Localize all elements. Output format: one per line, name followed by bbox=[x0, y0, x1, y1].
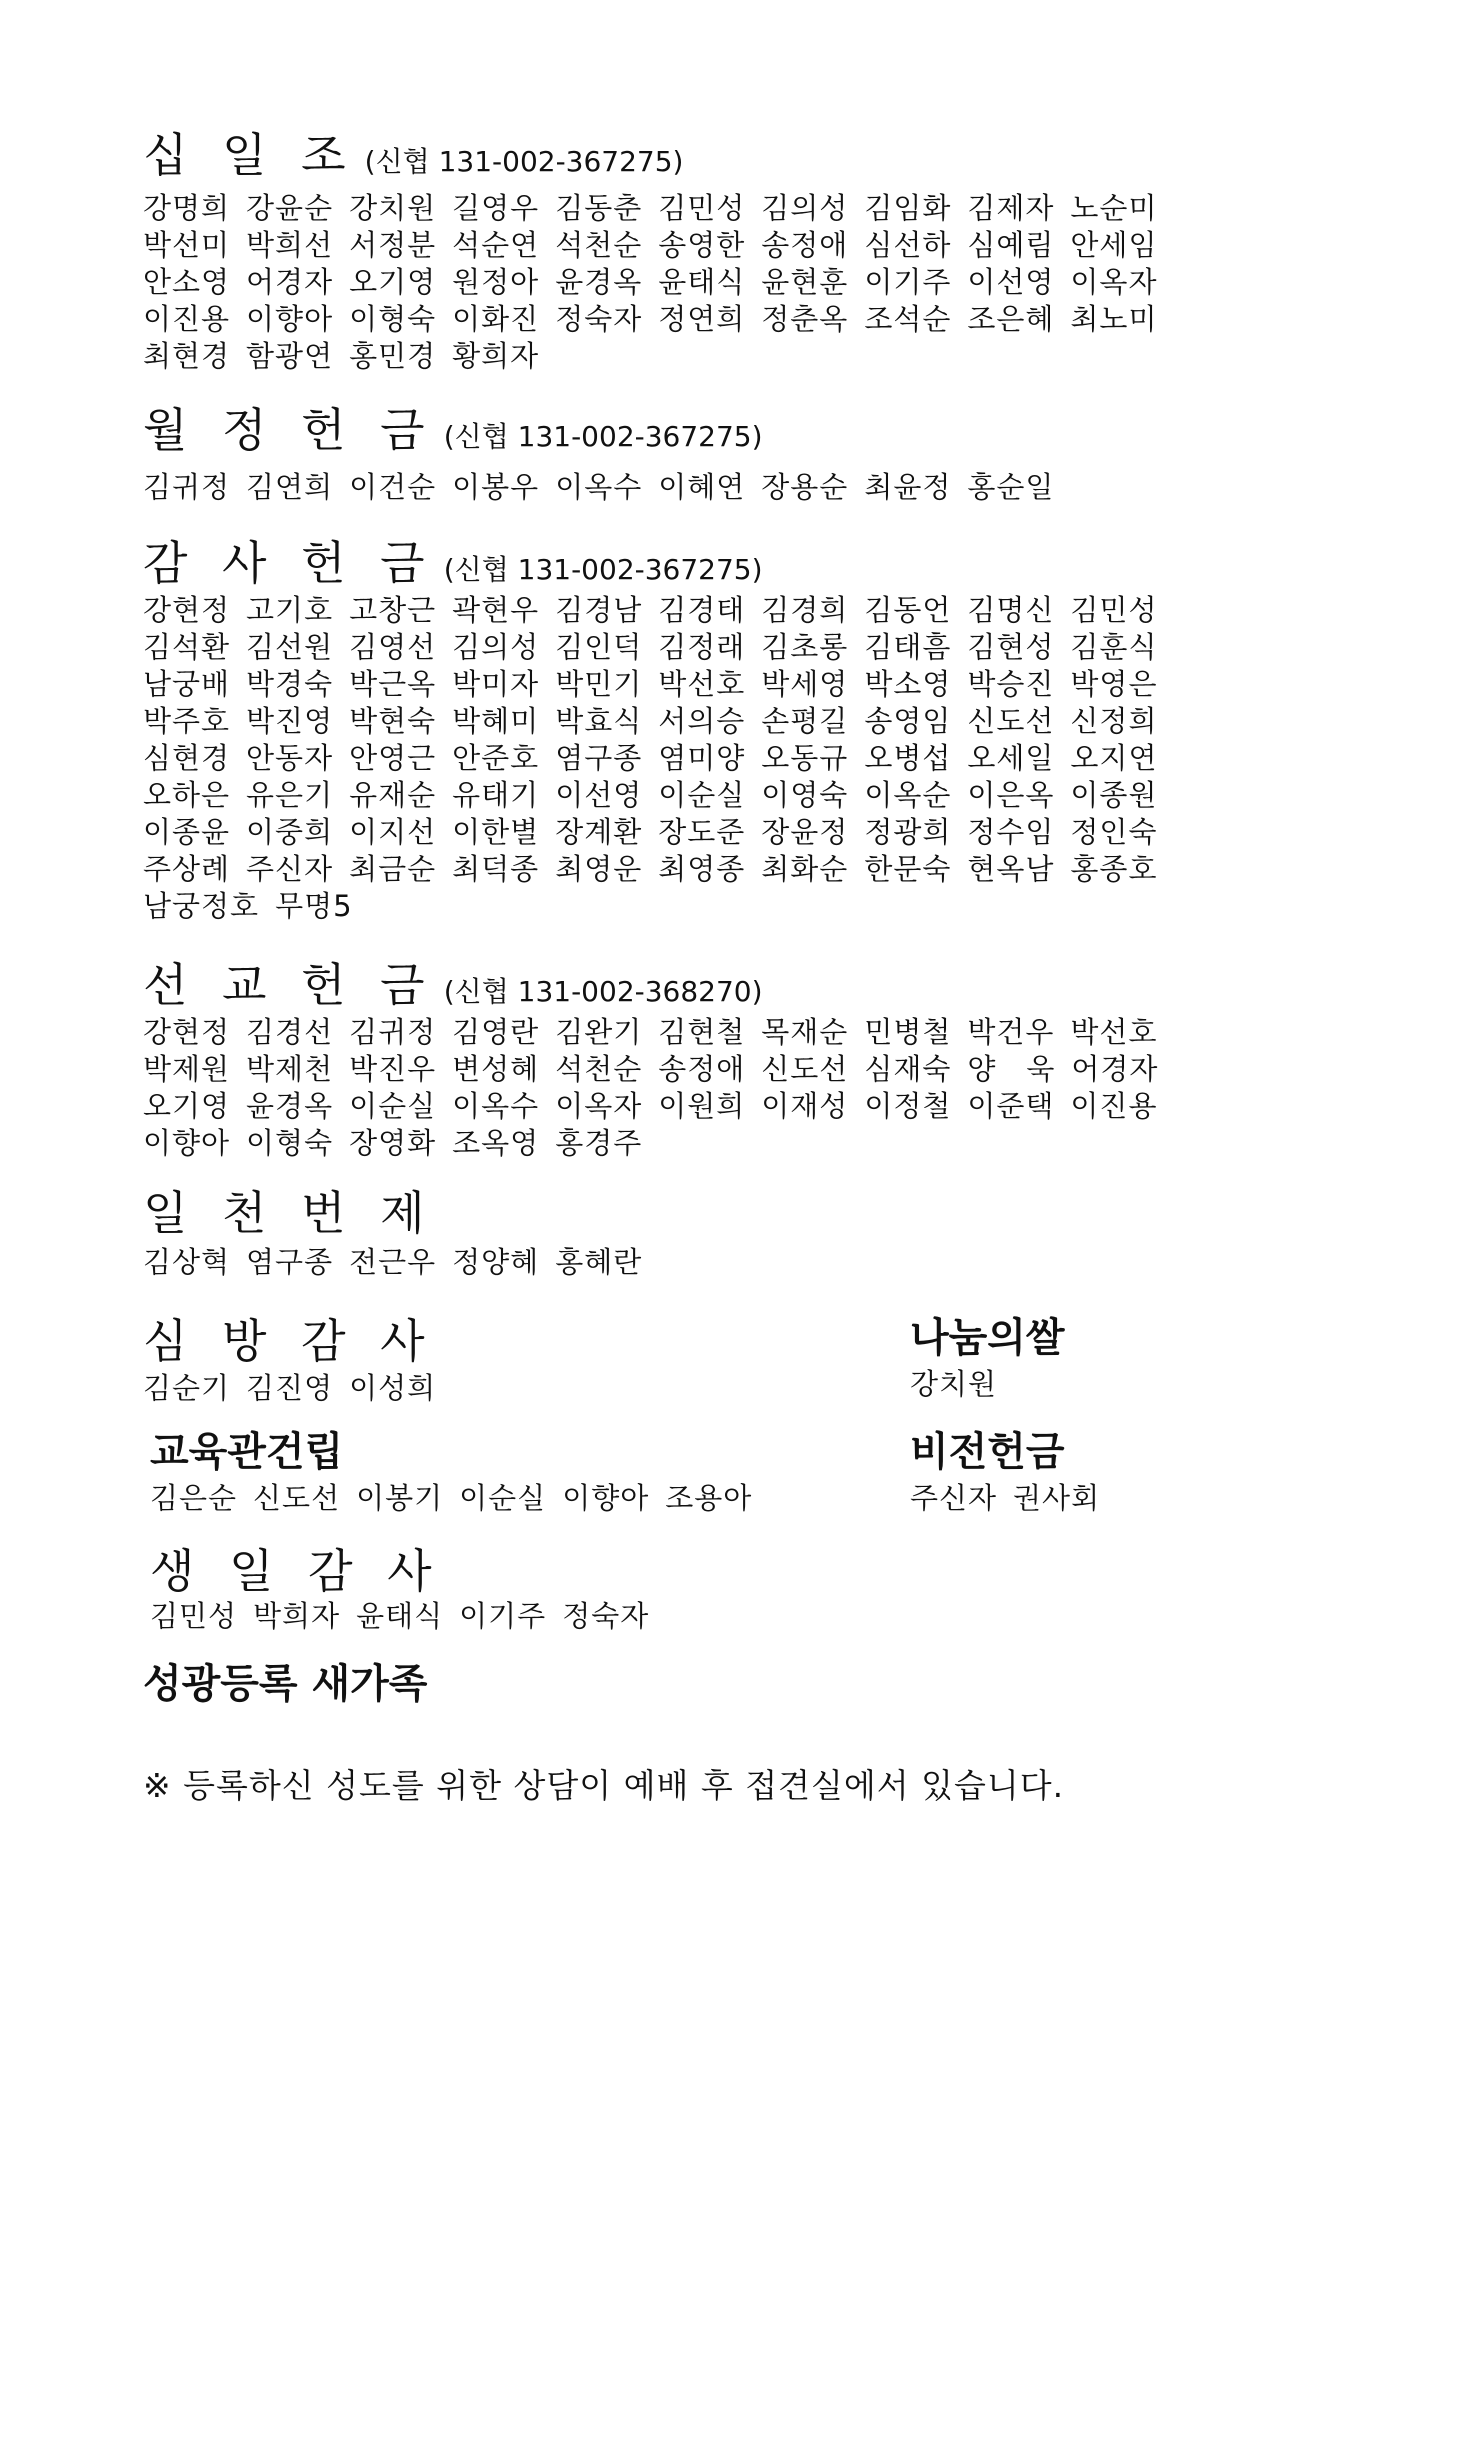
member-name: 이재성 bbox=[761, 1089, 849, 1123]
member-name: 오하은 bbox=[143, 778, 231, 812]
member-name: 정숙자 bbox=[555, 302, 643, 336]
member-name: 이향아 bbox=[143, 1126, 231, 1160]
name-list bbox=[143, 592, 1173, 925]
member-name: 신도선 bbox=[967, 704, 1055, 738]
mission-header bbox=[143, 958, 1174, 1012]
member-name: 이봉기 bbox=[356, 1481, 444, 1515]
member-name: 김진영 bbox=[246, 1371, 334, 1405]
member-name: 윤경옥 bbox=[555, 265, 643, 299]
member-name: 김선원 bbox=[246, 630, 334, 664]
member-name: 홍민경 bbox=[349, 339, 437, 373]
member-name: 신정희 bbox=[1070, 704, 1158, 738]
member-name: 최화순 bbox=[761, 852, 849, 886]
member-name: 유재순 bbox=[349, 778, 437, 812]
member-name: 장도준 bbox=[658, 815, 746, 849]
tithe-header bbox=[143, 128, 1173, 182]
member-name: 이진용 bbox=[143, 302, 231, 336]
member-name: 정수임 bbox=[967, 815, 1055, 849]
member-name: 김귀정 bbox=[349, 1015, 437, 1049]
name-row bbox=[143, 814, 1173, 851]
member-name: 안세임 bbox=[1070, 228, 1158, 262]
member-name: 박선호 bbox=[1070, 1015, 1158, 1049]
monthly-offering-header bbox=[143, 403, 1070, 457]
member-name: 원정아 bbox=[452, 265, 540, 299]
education-building-header bbox=[150, 1429, 768, 1475]
member-name: 장영화 bbox=[349, 1126, 437, 1160]
member-name: 주신자 bbox=[246, 852, 334, 886]
member-name: 조옥영 bbox=[452, 1126, 540, 1160]
member-name: 유태기 bbox=[452, 778, 540, 812]
vision-offering-header bbox=[910, 1429, 1116, 1475]
account-number: (신협 131-002-367275) bbox=[443, 420, 763, 453]
member-name: 주신자 bbox=[910, 1481, 998, 1515]
member-name: 김동언 bbox=[864, 593, 952, 627]
section-title: 일 천 번 제 bbox=[143, 1186, 435, 1240]
name-list bbox=[143, 1370, 452, 1407]
name-list bbox=[150, 1480, 768, 1517]
member-name: 이진용 bbox=[1070, 1089, 1158, 1123]
member-name: 현옥남 bbox=[967, 852, 1055, 886]
member-name: 이선영 bbox=[967, 265, 1055, 299]
member-name: 김영란 bbox=[452, 1015, 540, 1049]
member-name: 어경자 bbox=[1071, 1052, 1159, 1086]
member-name: 오기영 bbox=[349, 265, 437, 299]
section-title: 성광등록 새가족 bbox=[143, 1661, 428, 1707]
visitation-thanks-section bbox=[143, 1314, 452, 1407]
member-name: 박제원 bbox=[143, 1052, 231, 1086]
member-name: 안동자 bbox=[246, 741, 334, 775]
member-name: 오기영 bbox=[143, 1089, 231, 1123]
member-name: 강현정 bbox=[143, 593, 231, 627]
name-row bbox=[143, 1014, 1174, 1051]
member-name: 김경선 bbox=[246, 1015, 334, 1049]
member-name: 변성혜 bbox=[452, 1052, 540, 1086]
member-name: 조석순 bbox=[864, 302, 952, 336]
name-list bbox=[150, 1598, 665, 1635]
name-row bbox=[143, 469, 1070, 506]
member-name: 이옥순 bbox=[864, 778, 952, 812]
name-row bbox=[143, 338, 1173, 375]
member-name: 강치원 bbox=[349, 191, 437, 225]
member-name: 오동규 bbox=[761, 741, 849, 775]
member-name: 이기주 bbox=[459, 1599, 547, 1633]
member-name: 이선영 bbox=[555, 778, 643, 812]
member-name: 김민성 bbox=[1070, 593, 1158, 627]
member-name: 남궁배 bbox=[143, 667, 231, 701]
member-name: 이한별 bbox=[452, 815, 540, 849]
member-name: 윤태식 bbox=[356, 1599, 444, 1633]
member-name: 손평길 bbox=[761, 704, 849, 738]
member-name: 김의성 bbox=[452, 630, 540, 664]
member-name: 김상혁 bbox=[143, 1245, 231, 1279]
member-name: 김석환 bbox=[143, 630, 231, 664]
member-name: 김동춘 bbox=[555, 191, 643, 225]
member-name: 신도선 bbox=[253, 1481, 341, 1515]
member-name: 정연희 bbox=[658, 302, 746, 336]
name-list bbox=[143, 190, 1173, 375]
member-name: 최덕종 bbox=[452, 852, 540, 886]
member-name: 김귀정 bbox=[143, 470, 231, 504]
member-name: 석순연 bbox=[452, 228, 540, 262]
member-name: 김임화 bbox=[864, 191, 952, 225]
member-name: 김의성 bbox=[761, 191, 849, 225]
member-name: 심현경 bbox=[143, 741, 231, 775]
member-name: 이순실 bbox=[349, 1089, 437, 1123]
member-name: 목재순 bbox=[761, 1015, 849, 1049]
member-name: 이건순 bbox=[349, 470, 437, 504]
account-number: (신협 131-002-368270) bbox=[443, 975, 763, 1008]
member-name: 박경숙 bbox=[246, 667, 334, 701]
education-building-section bbox=[150, 1429, 768, 1517]
member-name: 이정철 bbox=[864, 1089, 952, 1123]
member-name: 강명희 bbox=[143, 191, 231, 225]
name-row bbox=[150, 1598, 665, 1635]
member-name: 박건우 bbox=[967, 1015, 1055, 1049]
vision-offering-section bbox=[910, 1429, 1116, 1517]
member-name: 이옥자 bbox=[1070, 265, 1158, 299]
member-name: 정숙자 bbox=[562, 1599, 650, 1633]
member-name: 이지선 bbox=[349, 815, 437, 849]
tithe-section bbox=[143, 128, 1173, 375]
member-name: 이중희 bbox=[246, 815, 334, 849]
member-name: 김연희 bbox=[246, 470, 334, 504]
member-name: 서의승 bbox=[658, 704, 746, 738]
account-number: (신협 131-002-367275) bbox=[364, 145, 684, 178]
member-name: 김명신 bbox=[967, 593, 1055, 627]
member-name: 이은옥 bbox=[967, 778, 1055, 812]
member-name: 이종윤 bbox=[143, 815, 231, 849]
member-name: 유은기 bbox=[246, 778, 334, 812]
member-name: 김순기 bbox=[143, 1371, 231, 1405]
member-name: 심재숙 bbox=[864, 1052, 952, 1086]
member-name: 윤현훈 bbox=[761, 265, 849, 299]
member-name: 김민성 bbox=[150, 1599, 238, 1633]
thanksgiving-offering-section bbox=[143, 536, 1173, 925]
member-name: 홍종호 bbox=[1070, 852, 1158, 886]
member-name: 정양혜 bbox=[452, 1245, 540, 1279]
birthday-header bbox=[150, 1544, 665, 1598]
name-row bbox=[143, 264, 1173, 301]
member-name: 석천순 bbox=[555, 1052, 643, 1086]
member-name: 송정애 bbox=[761, 228, 849, 262]
member-name: 길영우 bbox=[452, 191, 540, 225]
mission-offering-section bbox=[143, 958, 1174, 1162]
member-name: 노순미 bbox=[1070, 191, 1158, 225]
member-name: 김현성 bbox=[967, 630, 1055, 664]
section-title: 나눔의쌀 bbox=[910, 1315, 1065, 1361]
member-name: 오지연 bbox=[1070, 741, 1158, 775]
member-name: 박희선 bbox=[246, 228, 334, 262]
name-row bbox=[150, 1480, 768, 1517]
member-name: 심예림 bbox=[967, 228, 1055, 262]
member-name: 무명5 bbox=[275, 889, 353, 923]
member-name: 이원희 bbox=[658, 1089, 746, 1123]
section-title: 선 교 헌 금 bbox=[143, 958, 435, 1012]
member-name: 김경남 bbox=[555, 593, 643, 627]
member-name: 염구종 bbox=[246, 1245, 334, 1279]
member-name: 염미양 bbox=[658, 741, 746, 775]
name-list bbox=[143, 1244, 658, 1281]
name-list bbox=[143, 1014, 1174, 1162]
visitation-header bbox=[143, 1314, 452, 1368]
member-name: 민병철 bbox=[864, 1015, 952, 1049]
name-row bbox=[910, 1480, 1116, 1517]
member-name: 장용순 bbox=[761, 470, 849, 504]
member-name: 이옥수 bbox=[555, 470, 643, 504]
name-row bbox=[143, 851, 1173, 888]
member-name: 강윤순 bbox=[246, 191, 334, 225]
member-name: 최윤정 bbox=[864, 470, 952, 504]
member-name: 윤태식 bbox=[658, 265, 746, 299]
member-name: 이형숙 bbox=[349, 302, 437, 336]
member-name: 박주호 bbox=[143, 704, 231, 738]
member-name: 강현정 bbox=[143, 1015, 231, 1049]
member-name: 박소영 bbox=[864, 667, 952, 701]
name-list bbox=[910, 1480, 1116, 1517]
member-name: 박승진 bbox=[967, 667, 1055, 701]
member-name: 이옥수 bbox=[452, 1089, 540, 1123]
name-row bbox=[143, 740, 1173, 777]
member-name: 송영임 bbox=[864, 704, 952, 738]
member-name: 이봉우 bbox=[452, 470, 540, 504]
member-name: 오병섭 bbox=[864, 741, 952, 775]
section-title: 교육관건립 bbox=[150, 1429, 344, 1475]
member-name: 홍순일 bbox=[967, 470, 1055, 504]
member-name: 이향아 bbox=[562, 1481, 650, 1515]
name-row bbox=[143, 190, 1173, 227]
member-name: 박진우 bbox=[349, 1052, 437, 1086]
thousand-offering-section bbox=[143, 1186, 658, 1281]
member-name: 곽현우 bbox=[452, 593, 540, 627]
member-name: 이준택 bbox=[967, 1089, 1055, 1123]
member-name: 석천순 bbox=[555, 228, 643, 262]
member-name: 김완기 bbox=[555, 1015, 643, 1049]
member-name: 안소영 bbox=[143, 265, 231, 299]
member-name: 이옥자 bbox=[555, 1089, 643, 1123]
member-name: 박현숙 bbox=[349, 704, 437, 738]
member-name: 박혜미 bbox=[452, 704, 540, 738]
name-row bbox=[143, 888, 1173, 925]
member-name: 전근우 bbox=[349, 1245, 437, 1279]
member-name: 정춘옥 bbox=[761, 302, 849, 336]
member-name: 고기호 bbox=[246, 593, 334, 627]
account-number: (신협 131-002-367275) bbox=[443, 553, 763, 586]
member-name: 이기주 bbox=[864, 265, 952, 299]
member-name: 김초롱 bbox=[761, 630, 849, 664]
member-name: 이순실 bbox=[658, 778, 746, 812]
member-name: 박근옥 bbox=[349, 667, 437, 701]
member-name: 김경희 bbox=[761, 593, 849, 627]
member-name: 이순실 bbox=[459, 1481, 547, 1515]
member-name: 정광희 bbox=[864, 815, 952, 849]
member-name: 홍경주 bbox=[555, 1126, 643, 1160]
member-name: 신도선 bbox=[761, 1052, 849, 1086]
member-name: 김현철 bbox=[658, 1015, 746, 1049]
section-title: 감 사 헌 금 bbox=[143, 536, 435, 590]
member-name: 박영은 bbox=[1070, 667, 1158, 701]
member-name: 이혜연 bbox=[658, 470, 746, 504]
member-name: 김영선 bbox=[349, 630, 437, 664]
member-name: 박제천 bbox=[246, 1052, 334, 1086]
member-name: 박세영 bbox=[761, 667, 849, 701]
member-name: 이종원 bbox=[1070, 778, 1158, 812]
section-title: 생 일 감 사 bbox=[150, 1544, 442, 1598]
name-row bbox=[143, 301, 1173, 338]
member-name: 박진영 bbox=[246, 704, 334, 738]
member-name: 염구종 bbox=[555, 741, 643, 775]
member-name: 서정분 bbox=[349, 228, 437, 262]
member-name: 남궁정호 bbox=[143, 889, 260, 923]
name-row bbox=[910, 1366, 1065, 1403]
member-name: 김인덕 bbox=[555, 630, 643, 664]
member-name: 박선미 bbox=[143, 228, 231, 262]
name-row bbox=[143, 1244, 658, 1281]
rice-sharing-header bbox=[910, 1315, 1065, 1361]
member-name: 박미자 bbox=[452, 667, 540, 701]
member-name: 김민성 bbox=[658, 191, 746, 225]
member-name: 김제자 bbox=[967, 191, 1055, 225]
new-family-header bbox=[143, 1661, 428, 1707]
member-name: 한문숙 bbox=[864, 852, 952, 886]
name-row bbox=[143, 227, 1173, 264]
name-row bbox=[143, 592, 1173, 629]
member-name: 김경태 bbox=[658, 593, 746, 627]
section-title: 월 정 헌 금 bbox=[143, 403, 435, 457]
member-name: 어경자 bbox=[246, 265, 334, 299]
member-name: 김훈식 bbox=[1070, 630, 1158, 664]
member-name: 정인숙 bbox=[1070, 815, 1158, 849]
member-name: 조용아 bbox=[665, 1481, 753, 1515]
member-name: 심선하 bbox=[864, 228, 952, 262]
rice-sharing-section bbox=[910, 1315, 1065, 1403]
section-title: 심 방 감 사 bbox=[143, 1314, 435, 1368]
section-title: 십 일 조 bbox=[143, 128, 356, 182]
member-name: 최현경 bbox=[143, 339, 231, 373]
member-name: 안준호 bbox=[452, 741, 540, 775]
member-name: 양 욱 bbox=[967, 1052, 1056, 1086]
member-name: 김은순 bbox=[150, 1481, 238, 1515]
member-name: 이형숙 bbox=[246, 1126, 334, 1160]
member-name: 강치원 bbox=[910, 1367, 998, 1401]
member-name: 김태흠 bbox=[864, 630, 952, 664]
name-list bbox=[143, 469, 1070, 506]
member-name: 김정래 bbox=[658, 630, 746, 664]
member-name: 박희자 bbox=[253, 1599, 341, 1633]
name-row bbox=[143, 1051, 1174, 1088]
member-name: 박효식 bbox=[555, 704, 643, 738]
new-family-section bbox=[143, 1661, 428, 1707]
monthly-offering-section bbox=[143, 403, 1070, 506]
name-row bbox=[143, 1088, 1174, 1125]
name-row bbox=[143, 703, 1173, 740]
name-row bbox=[143, 777, 1173, 814]
member-name: 송정애 bbox=[658, 1052, 746, 1086]
member-name: 최노미 bbox=[1070, 302, 1158, 336]
name-row bbox=[143, 666, 1173, 703]
member-name: 장계환 bbox=[555, 815, 643, 849]
registration-note: ※ 등록하신 성도를 위한 상담이 예배 후 접견실에서 있습니다. bbox=[143, 1766, 1065, 1805]
member-name: 황희자 bbox=[452, 339, 540, 373]
member-name: 오세일 bbox=[967, 741, 1055, 775]
member-name: 송영한 bbox=[658, 228, 746, 262]
member-name: 윤경옥 bbox=[246, 1089, 334, 1123]
name-list bbox=[910, 1366, 1065, 1403]
member-name: 최금순 bbox=[349, 852, 437, 886]
member-name: 이화진 bbox=[452, 302, 540, 336]
member-name: 고창근 bbox=[349, 593, 437, 627]
member-name: 박선호 bbox=[658, 667, 746, 701]
member-name: 장윤정 bbox=[761, 815, 849, 849]
member-name: 이영숙 bbox=[761, 778, 849, 812]
section-title: 비전헌금 bbox=[910, 1429, 1065, 1475]
name-row bbox=[143, 629, 1173, 666]
member-name: 이성희 bbox=[349, 1371, 437, 1405]
member-name: 주상례 bbox=[143, 852, 231, 886]
member-name: 박민기 bbox=[555, 667, 643, 701]
member-name: 홍혜란 bbox=[555, 1245, 643, 1279]
member-name: 최영운 bbox=[555, 852, 643, 886]
member-name: 권사회 bbox=[1013, 1481, 1101, 1515]
member-name: 함광연 bbox=[246, 339, 334, 373]
name-row bbox=[143, 1370, 452, 1407]
birthday-thanks-section bbox=[150, 1544, 665, 1635]
member-name: 조은혜 bbox=[967, 302, 1055, 336]
thanksgiving-header bbox=[143, 536, 1173, 590]
name-row bbox=[143, 1125, 1174, 1162]
member-name: 안영근 bbox=[349, 741, 437, 775]
member-name: 이향아 bbox=[246, 302, 334, 336]
thousand-offering-header bbox=[143, 1186, 658, 1240]
member-name: 최영종 bbox=[658, 852, 746, 886]
